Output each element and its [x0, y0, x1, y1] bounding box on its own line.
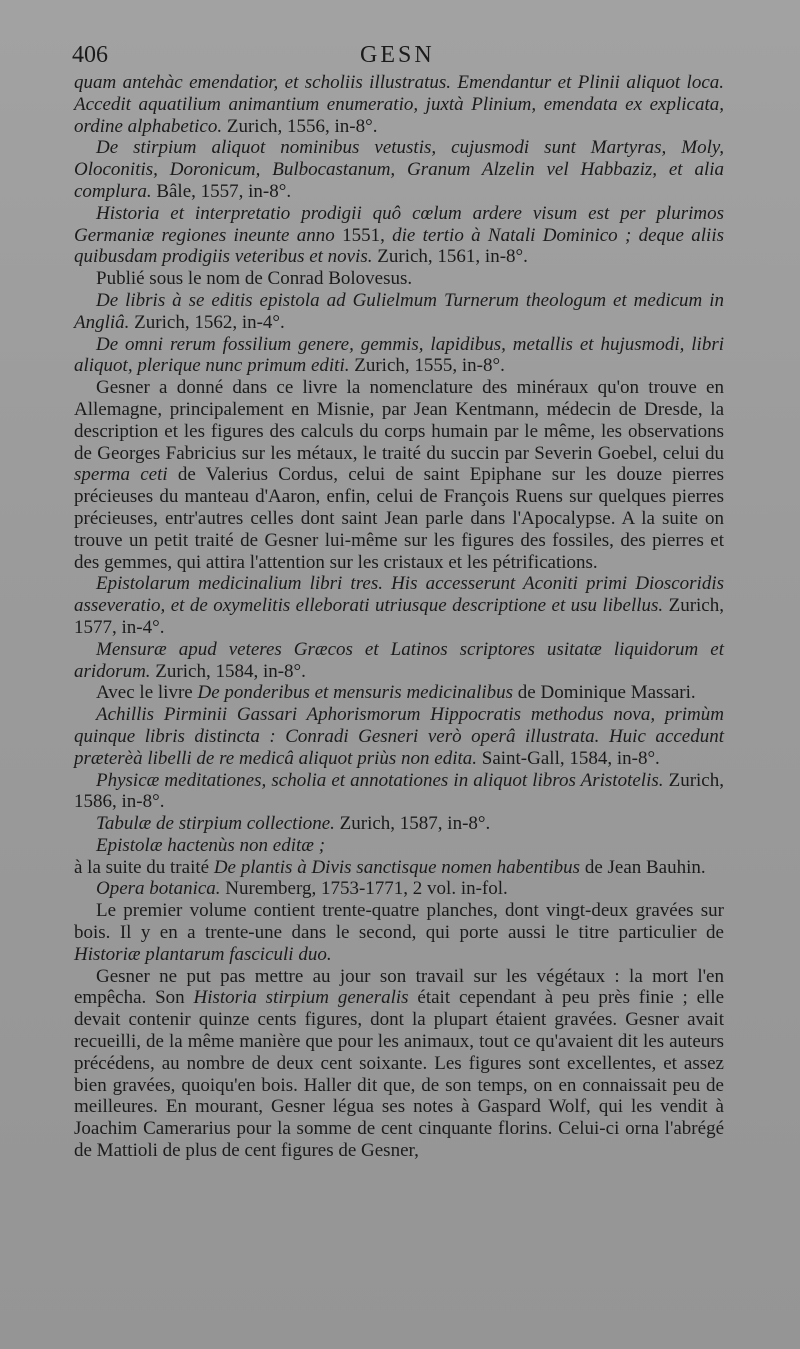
italic-text: sperma ceti — [74, 464, 168, 486]
text-run: Zurich, 1584, in-8°. — [150, 660, 306, 682]
text-run: Zurich, 1556, in-8°. — [222, 115, 378, 137]
italic-text: De plantis à Divis sanctisque nomen habentibus — [213, 856, 581, 878]
paragraph — [74, 682, 724, 704]
paragraph — [74, 377, 724, 573]
italic-text: De libris à se editis epistola ad Gulielmum Turnerum theologum et medicum in Angliâ. — [74, 289, 724, 333]
text-run: Zurich, 1577, in-4°. — [74, 595, 724, 638]
paragraph — [74, 137, 724, 202]
body-text — [74, 72, 724, 1162]
italic-text: De stirpium aliquot nominibus vetustis, cujusmodi sunt Martyras, Moly, Oloconitis, Doronicum, Bulbocastanum, Granum Alzelin vel Habbaziz, et alia complura. — [74, 137, 724, 202]
paragraph — [74, 900, 724, 965]
page-number: 406 — [72, 42, 108, 68]
text-run: Publié sous le nom de Conrad Bolovesus. — [96, 268, 413, 290]
italic-text: Physicæ meditationes, scholia et annotationes in aliquot libros Aristotelis. — [96, 769, 664, 791]
italic-text: Epistolarum medicinalium libri tres. His accesserunt Aconiti primi Dioscoridis asseveratio, et de oxymelitis elleborati utriusque descriptione et usu libellus. — [74, 573, 724, 617]
text-run: de Jean Bauhin. — [580, 856, 706, 878]
text-run: Gesner a donné dans ce livre la nomenclature des minéraux qu'on trouve en Allemagne, principalement en Misnie, par Jean Kentmann, médecin de Dresde, la description et les figures des calculs du corps humain par le même, les observations de Georges Fabricius sur les métaux, le traité du succin par Severin Goebel, celui du — [74, 377, 724, 464]
paragraph — [74, 770, 724, 814]
paragraph — [74, 704, 724, 769]
italic-text: Historia et interpretatio prodigii quô cœlum ardere visum est per plurimos Germaniæ regiones ineunte anno — [74, 202, 724, 246]
text-run: Zurich, 1587, in-8°. — [334, 813, 491, 835]
italic-text: Achillis Pirminii Gassari Aphorismorum Hippocratis methodus nova, primùm quinque libris distincta : Conradi Gesneri verò operâ illustrata. Huic accedunt præterèà libelli de re medicâ aliquot priùs non edita. — [74, 704, 724, 769]
italic-text: quam antehàc emendatior, et scholiis illustratus. Emendantur et Plinii aliquot loca. Accedit aquatilium animantium enumeratio, juxtà Plinium, emendata ex explicata, ordine alphabetico. — [74, 72, 724, 137]
text-run: Zurich, 1562, in-4°. — [129, 311, 285, 333]
italic-text: De omni rerum fossilium genere, gemmis, lapidibus, metallis et hujusmodi, libri aliquot, plerique nunc primum editi. — [74, 333, 724, 377]
text-run: Zurich, 1561, in-8°. — [372, 246, 528, 268]
paragraph — [74, 573, 724, 638]
italic-text: Historia stirpium generalis — [193, 987, 409, 1009]
text-run: Zurich, 1586, in-8°. — [74, 769, 724, 813]
paragraph — [74, 72, 724, 137]
paragraph — [74, 268, 724, 290]
italic-text: Tabulæ de stirpium collectione. — [96, 813, 335, 835]
text-run: 1551, — [334, 224, 393, 246]
text-run: de Valerius Cordus, celui de saint Epiphane sur les douze pierres précieuses du manteau d'Aaron, enfin, celui de François Ruens sur quelques pierres précieuses, entr'autres celles dont saint Jean parle dans l'Apocalypse. A la suite on trouve un petit traité de Gesner lui-même sur les figures des fossiles, des pierres et des gemmes, qui attira l'attention sur les cristaux et les pétrifications. — [74, 464, 724, 573]
running-head: GESN — [360, 42, 435, 68]
paragraph — [74, 334, 724, 378]
paragraph — [74, 813, 724, 835]
text-run: Avec le livre — [96, 682, 198, 704]
italic-text: Mensuræ apud veteres Græcos et Latinos scriptores usitatæ liquidorum et aridorum. — [74, 638, 724, 682]
text-run: Le premier volume contient trente-quatre planches, dont vingt-deux gravées sur bois. Il y en a trente-une dans le second, qui porte aussi le titre particulier de — [74, 900, 724, 944]
text-run: Nuremberg, 1753-1771, 2 vol. in-fol. — [220, 878, 508, 900]
italic-text: De ponderibus et mensuris medicinalibus — [197, 682, 514, 704]
text-run: Saint-Gall, 1584, in-8°. — [477, 747, 660, 769]
italic-text: Epistolæ hactenùs non editæ ; — [96, 834, 326, 856]
paragraph — [74, 966, 724, 1162]
text-run: à la suite du traité — [74, 856, 214, 878]
paragraph — [74, 857, 724, 879]
italic-text: Historiæ plantarum fasciculi duo. — [74, 943, 332, 965]
paragraph — [74, 639, 724, 683]
paragraph — [74, 835, 724, 857]
paragraph — [74, 878, 724, 900]
italic-text: die tertio à Natali Dominico ; deque aliis quibusdam prodigiis veteribus et novis. — [74, 224, 724, 268]
text-run: était cependant à peu près finie ; elle devait contenir quinze cents figures, dont la plupart étaient gravées. Gesner avait recueilli, de la même manière que pour les animaux, tout ce qu'avaient dit les auteurs précédens, au nombre de deux cent soixante. Les figures sont excellentes, et assez bien gravées, quoiqu'en bois. Haller dit que, de son temps, on en connaissait peu de meilleures. En mourant, Gesner légua ses notes à Gaspard Wolf, qui les vendit à Joachim Camerarius pour la somme de cent cinquante florins. Celui-ci orna l'abrégé de Mattioli de plus de cent figures de Gesner, — [74, 987, 724, 1162]
paragraph — [74, 290, 724, 334]
italic-text: Opera botanica. — [96, 878, 221, 900]
text-run: Bâle, 1557, in-8°. — [151, 180, 292, 202]
paragraph — [74, 203, 724, 268]
text-run: Gesner ne put pas mettre au jour son travail sur les végétaux : la mort l'en empêcha. Son — [74, 965, 724, 1009]
text-run: de Dominique Massari. — [513, 682, 696, 704]
text-run: Zurich, 1555, in-8°. — [349, 355, 505, 377]
page-header — [72, 40, 760, 70]
